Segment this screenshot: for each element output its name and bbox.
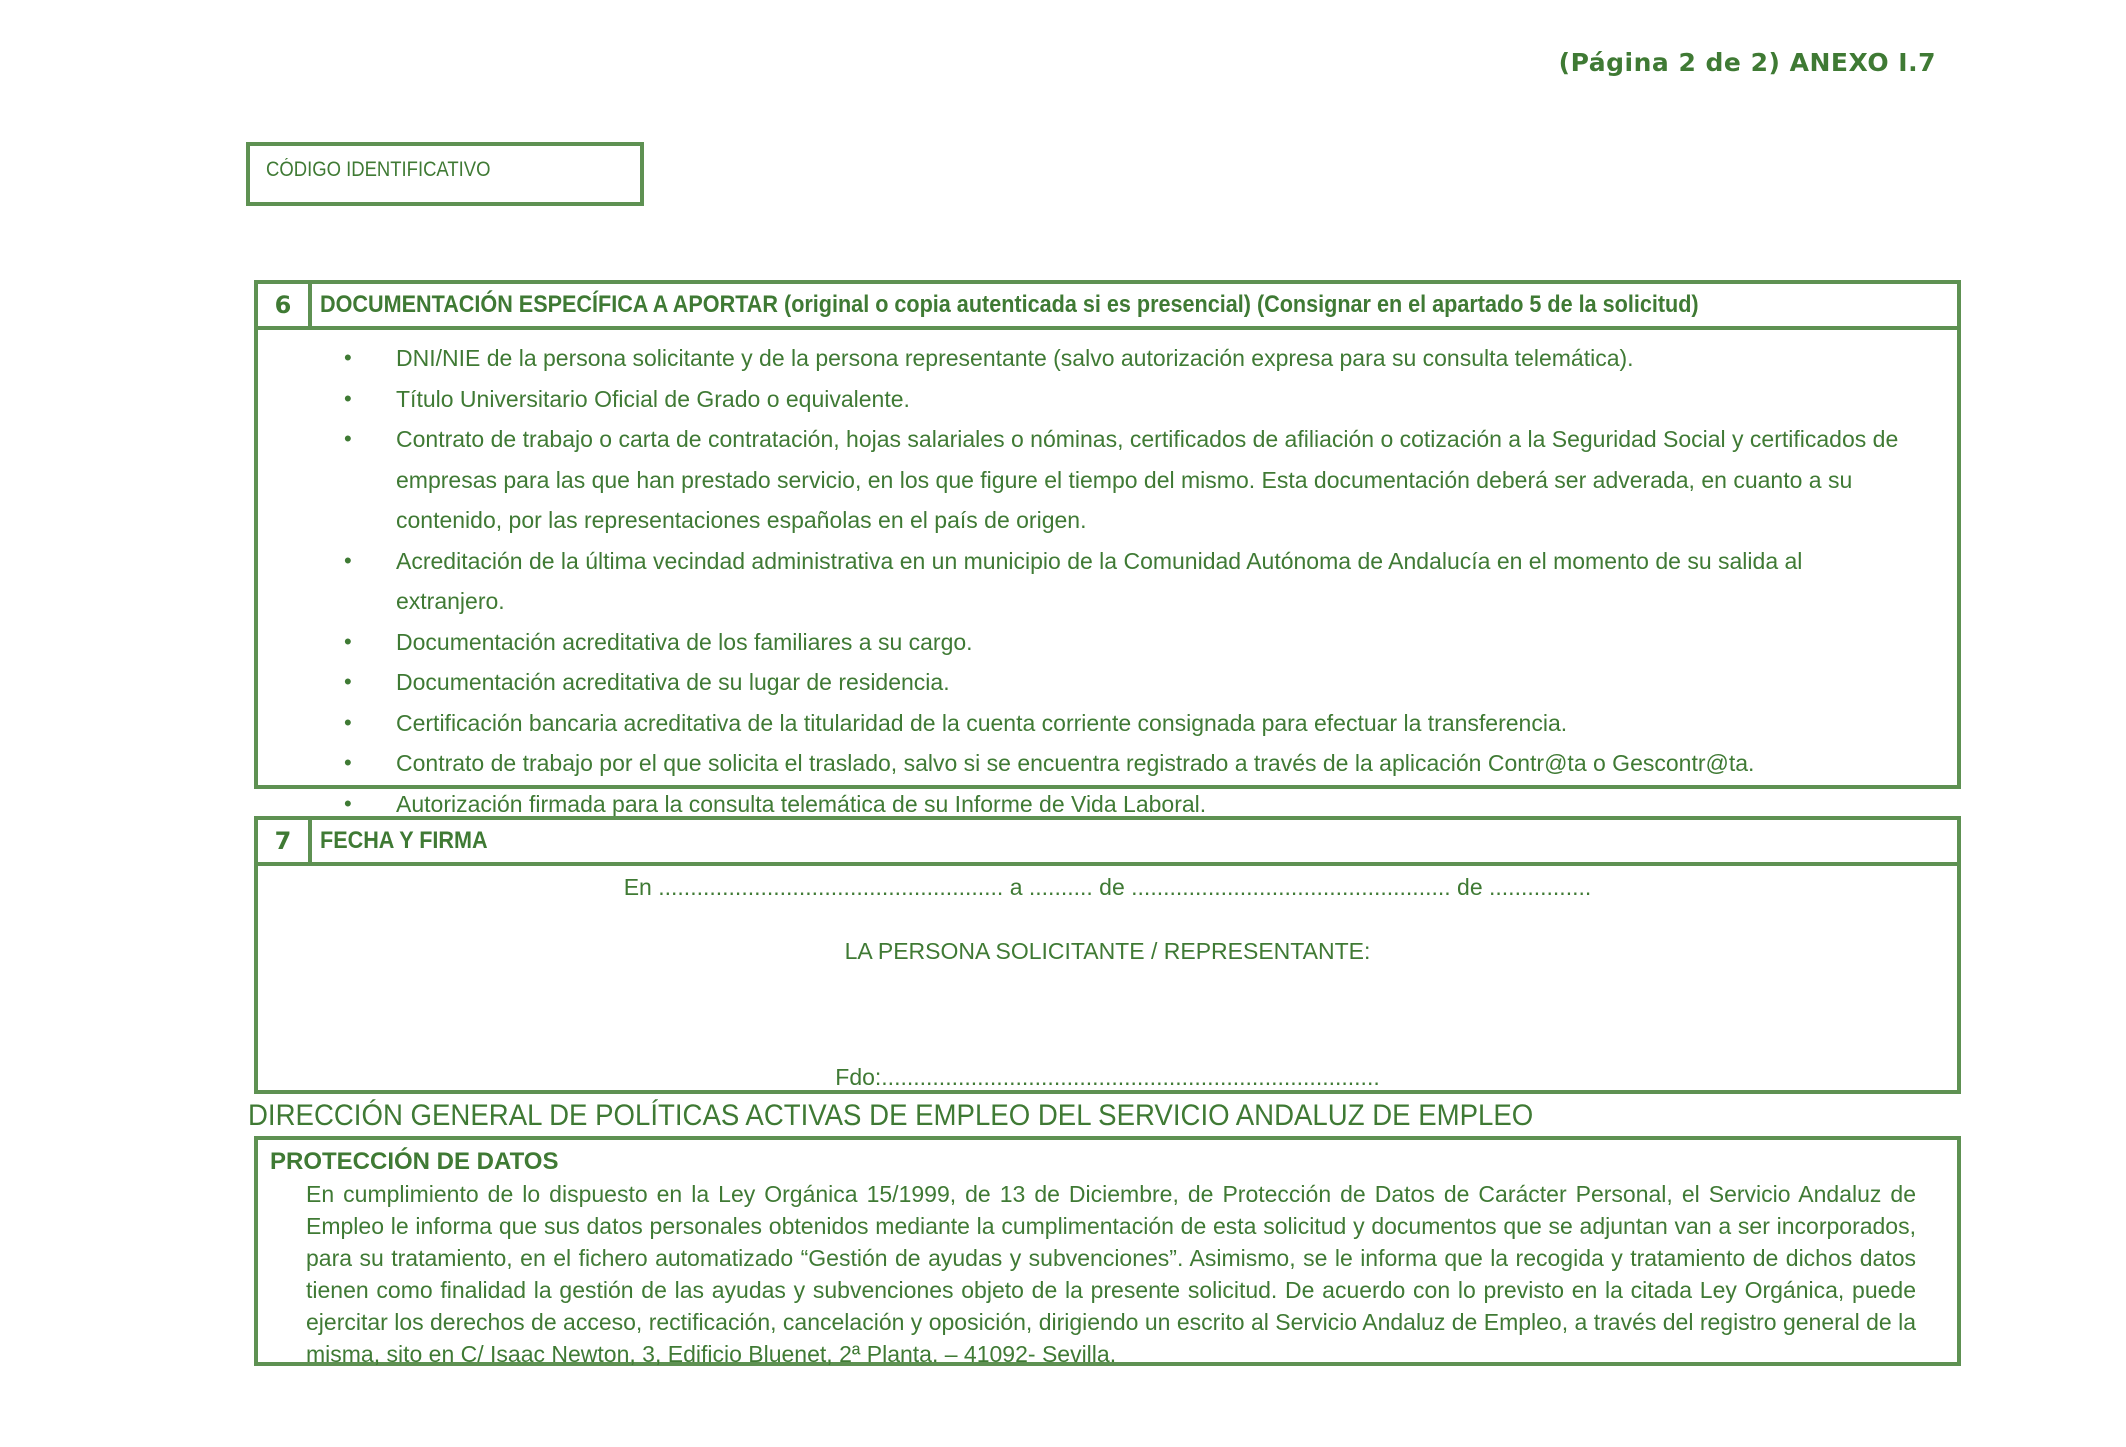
bullet-icon: • xyxy=(344,628,352,654)
section-7-title: FECHA Y FIRMA xyxy=(320,827,488,854)
bullet-icon: • xyxy=(344,426,352,451)
identification-code-label: CÓDIGO IDENTIFICATIVO xyxy=(266,158,491,181)
signature-line[interactable]: Fdo:.............................................................................. xyxy=(835,1064,1380,1090)
bullet-icon: • xyxy=(344,669,352,694)
bullet-icon: • xyxy=(344,345,352,370)
bullet-icon: • xyxy=(344,547,352,573)
list-item: • Contrato de trabajo o carta de contratación, hojas salariales o nóminas, certificados de afiliación o cotización a la Seguridad Social y certificados de empresas para las que han prestado servicio, en los que figure el tiempo del mismo. Esta documentación deberá ser adverada, en cuanto a su contenido, por las representaciones españolas en el país de origen. xyxy=(258,419,1917,541)
list-item: • Acreditación de la última vecindad administrativa en un municipio de la Comunidad Autónoma de Andalucía en el momento de su salida al extranjero. xyxy=(258,541,1917,622)
identification-code-field[interactable] xyxy=(246,142,644,206)
bullet-icon: • xyxy=(344,790,352,816)
section-6-number: 6 xyxy=(258,284,312,326)
list-item: • Título Universitario Oficial de Grado o equivalente. xyxy=(258,379,1917,420)
list-item: • Documentación acreditativa de los familiares a su cargo. xyxy=(258,622,1917,663)
data-protection-text: En cumplimiento de lo dispuesto en la Ley Orgánica 15/1999, de 13 de Diciembre, de Protección de Datos de Carácter Personal, el Servicio Andaluz de Empleo le informa que sus datos personales obtenidos mediante la cumplimentación de esta solicitud y documentos que se adjuntan van a ser incorporados, para su tratamiento, en el fichero automatizado “Gestión de ayudas y subvenciones”. Asimismo, se le informa que la recogida y tratamiento de dichos datos tienen como finalidad la gestión de las ayudas y subvenciones objeto de la presente solicitud. De acuerdo con lo previsto en la citada Ley Orgánica, puede ejercitar los derechos de acceso, rectificación, cancelación y oposición, dirigiendo un escrito al Servicio Andaluz de Empleo, a través del registro general de la misma, sito en C/ Isaac Newton, 3, Edificio Bluenet, 2ª Planta. – 41092- Sevilla. xyxy=(306,1181,1916,1367)
documents-list xyxy=(258,330,1957,828)
signer-label: LA PERSONA SOLICITANTE / REPRESENTANTE: xyxy=(844,938,1371,964)
section-7-date-signature xyxy=(254,816,1961,1094)
data-protection-title: PROTECCIÓN DE DATOS xyxy=(270,1148,559,1175)
list-item: • DNI/NIE de la persona solicitante y de la persona representante (salvo autorización expresa para su consulta telemática). xyxy=(258,338,1917,379)
list-item: • Contrato de trabajo por el que solicita el traslado, salvo si se encuentra registrado a través de la aplicación Contr@ta o Gescontr@ta. xyxy=(258,743,1917,784)
list-item: • Documentación acreditativa de su lugar de residencia. xyxy=(258,662,1917,703)
list-item: • Autorización firmada para la consulta telemática de su Informe de Vida Laboral. xyxy=(258,784,1917,825)
bullet-icon: • xyxy=(344,709,352,735)
date-place-line[interactable]: En ...................................................... a .......... de .................................................. de ................ xyxy=(623,874,1592,900)
section-6-title: DOCUMENTACIÓN ESPECÍFICA A APORTAR (original o copia autenticada si es presencial) (Consignar en el apartado 5 de la solicitud) xyxy=(320,291,1699,318)
bullet-icon: • xyxy=(344,385,352,411)
section-6-documentation xyxy=(254,280,1961,817)
section-7-header xyxy=(258,820,1957,866)
bullet-icon: • xyxy=(344,750,352,775)
organization-name: DIRECCIÓN GENERAL DE POLÍTICAS ACTIVAS DE EMPLEO DEL SERVICIO ANDALUZ DE EMPLEO xyxy=(248,1099,1534,1132)
section-7-number: 7 xyxy=(258,820,312,862)
section-6-header xyxy=(258,284,1957,330)
list-item: • Certificación bancaria acreditativa de la titularidad de la cuenta corriente consignada para efectuar la transferencia. xyxy=(258,703,1917,744)
page-number-header: (Página 2 de 2) ANEXO I.7 xyxy=(1558,48,1936,77)
data-protection-box xyxy=(254,1136,1961,1366)
